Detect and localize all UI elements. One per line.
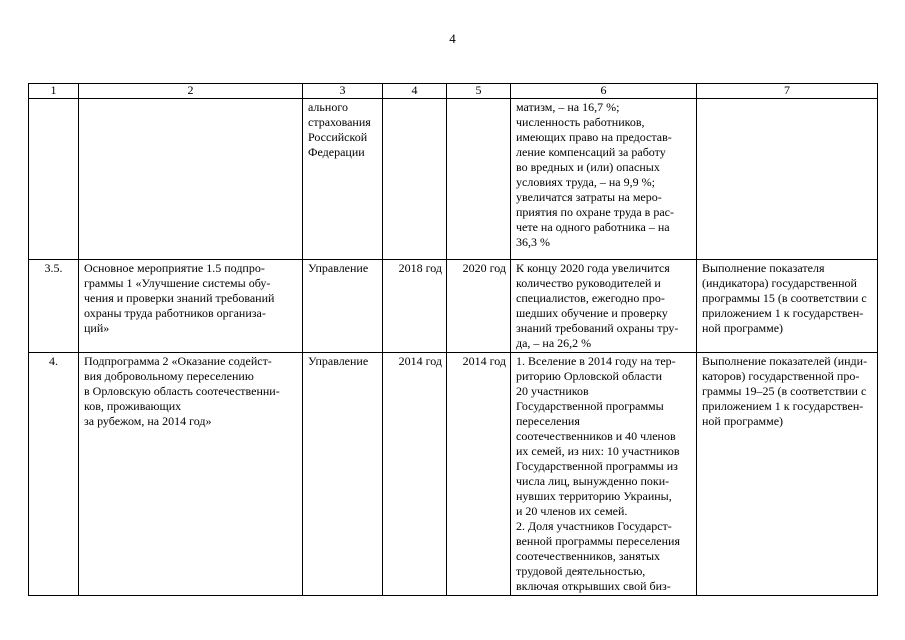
cell-text-line: за рубежом, на 2014 год» [84, 414, 212, 428]
cell-text-line: 20 участников [516, 384, 589, 398]
indicator-link-cell [697, 99, 878, 260]
table-row [29, 353, 878, 596]
start-year-cell: 2014 год [383, 353, 447, 596]
cell-text-line: в Орловскую область соотечественни- [84, 384, 280, 398]
cell-text-line: программы 15 (в соответствии с [702, 291, 867, 305]
indicator-link-cell [697, 260, 878, 353]
cell-text-line: Подпрограмма 2 «Оказание содейст- [84, 354, 272, 368]
cell-text-line: количество руководителей и [516, 276, 661, 290]
cell-text-line: да, – на 26,2 % [516, 336, 592, 350]
cell-text-line: и 20 членов их семей. [516, 504, 628, 518]
event-name-cell [79, 99, 303, 260]
cell-text-line: страхования [308, 115, 371, 129]
event-name-cell [79, 260, 303, 353]
row-number-cell [29, 99, 79, 260]
cell-text-line: К концу 2020 года увеличится [516, 261, 670, 275]
start-year-cell: 2018 год [383, 260, 447, 353]
cell-text-line: риторию Орловской области [516, 369, 663, 383]
cell-text-line: Основное мероприятие 1.5 подпро- [84, 261, 265, 275]
row-number-cell: 3.5. [29, 260, 79, 353]
cell-text-line: увеличатся затраты на меро- [516, 190, 662, 204]
cell-text-line: 1. Вселение в 2014 году на тер- [516, 354, 676, 368]
cell-text-line: Управление [308, 354, 369, 368]
cell-text-line: венной программы переселения [516, 534, 680, 548]
cell-text-line: Федерации [308, 145, 365, 159]
cell-text-line: знаний требований охраны тру- [516, 321, 679, 335]
cell-text-line: 2. Доля участников Государст- [516, 519, 672, 533]
cell-text-line: их семей, из них: 10 участников [516, 444, 680, 458]
cell-text-line: ной программе) [702, 414, 784, 428]
cell-text-line: условиях труда, – на 9,9 %; [516, 175, 655, 189]
program-table [28, 83, 878, 596]
header-col-6: 6 [511, 84, 697, 99]
expected-result-cell [511, 260, 697, 353]
header-col-7: 7 [697, 84, 878, 99]
expected-result-cell [511, 353, 697, 596]
cell-text-line: 36,3 % [516, 235, 550, 249]
start-year-cell [383, 99, 447, 260]
header-col-5: 5 [447, 84, 511, 99]
cell-text-line: ков, проживающих [84, 399, 182, 413]
cell-text-line: нувших территорию Украины, [516, 489, 672, 503]
page-number: 4 [449, 31, 456, 46]
cell-text-line: численность работников, [516, 115, 645, 129]
cell-text-line: трудовой деятельностью, [516, 564, 646, 578]
cell-text-line: приложением 1 к государствен- [702, 399, 864, 413]
cell-text-line: Российской [308, 130, 368, 144]
header-col-2: 2 [79, 84, 303, 99]
end-year-cell: 2020 год [447, 260, 511, 353]
cell-text-line: включая открывших свой биз- [516, 579, 671, 593]
cell-text-line: ной программе) [702, 321, 784, 335]
cell-text-line: граммы 19–25 (в соответствии с [702, 384, 867, 398]
cell-text-line: имеющих право на предостав- [516, 130, 672, 144]
cell-text-line: Управление [308, 261, 369, 275]
cell-text-line: соотечественников, занятых [516, 549, 661, 563]
cell-text-line: переселения [516, 414, 580, 428]
cell-text-line: приятия по охране труда в рас- [516, 205, 674, 219]
cell-text-line: Выполнение показателей (инди- [702, 354, 868, 368]
cell-text-line: числа лиц, вынужденно поки- [516, 474, 670, 488]
cell-text-line: шедших обучение и проверку [516, 306, 668, 320]
cell-text-line: вия добровольному переселению [84, 369, 254, 383]
row-number-cell: 4. [29, 353, 79, 596]
header-col-3: 3 [303, 84, 383, 99]
cell-text-line: каторов) государственной про- [702, 369, 860, 383]
cell-text-line: соотечественников и 40 членов [516, 429, 676, 443]
table-row [29, 260, 878, 353]
table-row [29, 99, 878, 260]
cell-text-line: ций» [84, 321, 110, 335]
cell-text-line: (индикатора) государственной [702, 276, 857, 290]
end-year-cell: 2014 год [447, 353, 511, 596]
table-header-row [29, 84, 878, 99]
expected-result-cell [511, 99, 697, 260]
cell-text-line: чения и проверки знаний требований [84, 291, 275, 305]
event-name-cell [79, 353, 303, 596]
indicator-link-cell [697, 353, 878, 596]
cell-text-line: во вредных и (или) опасных [516, 160, 660, 174]
executor-cell [303, 353, 383, 596]
cell-text-line: специалистов, ежегодно про- [516, 291, 665, 305]
header-col-1: 1 [29, 84, 79, 99]
cell-text-line: чете на одного работника – на [516, 220, 670, 234]
cell-text-line: Выполнение показателя [702, 261, 825, 275]
cell-text-line: ального [308, 100, 348, 114]
header-col-4: 4 [383, 84, 447, 99]
cell-text-line: ление компенсаций за работу [516, 145, 666, 159]
end-year-cell [447, 99, 511, 260]
cell-text-line: приложением 1 к государствен- [702, 306, 864, 320]
cell-text-line: Государственной программы [516, 399, 664, 413]
cell-text-line: матизм, – на 16,7 %; [516, 100, 620, 114]
cell-text-line: граммы 1 «Улучшение системы обу- [84, 276, 271, 290]
executor-cell [303, 260, 383, 353]
cell-text-line: Государственной программы из [516, 459, 678, 473]
cell-text-line: охраны труда работников организа- [84, 306, 266, 320]
executor-cell [303, 99, 383, 260]
